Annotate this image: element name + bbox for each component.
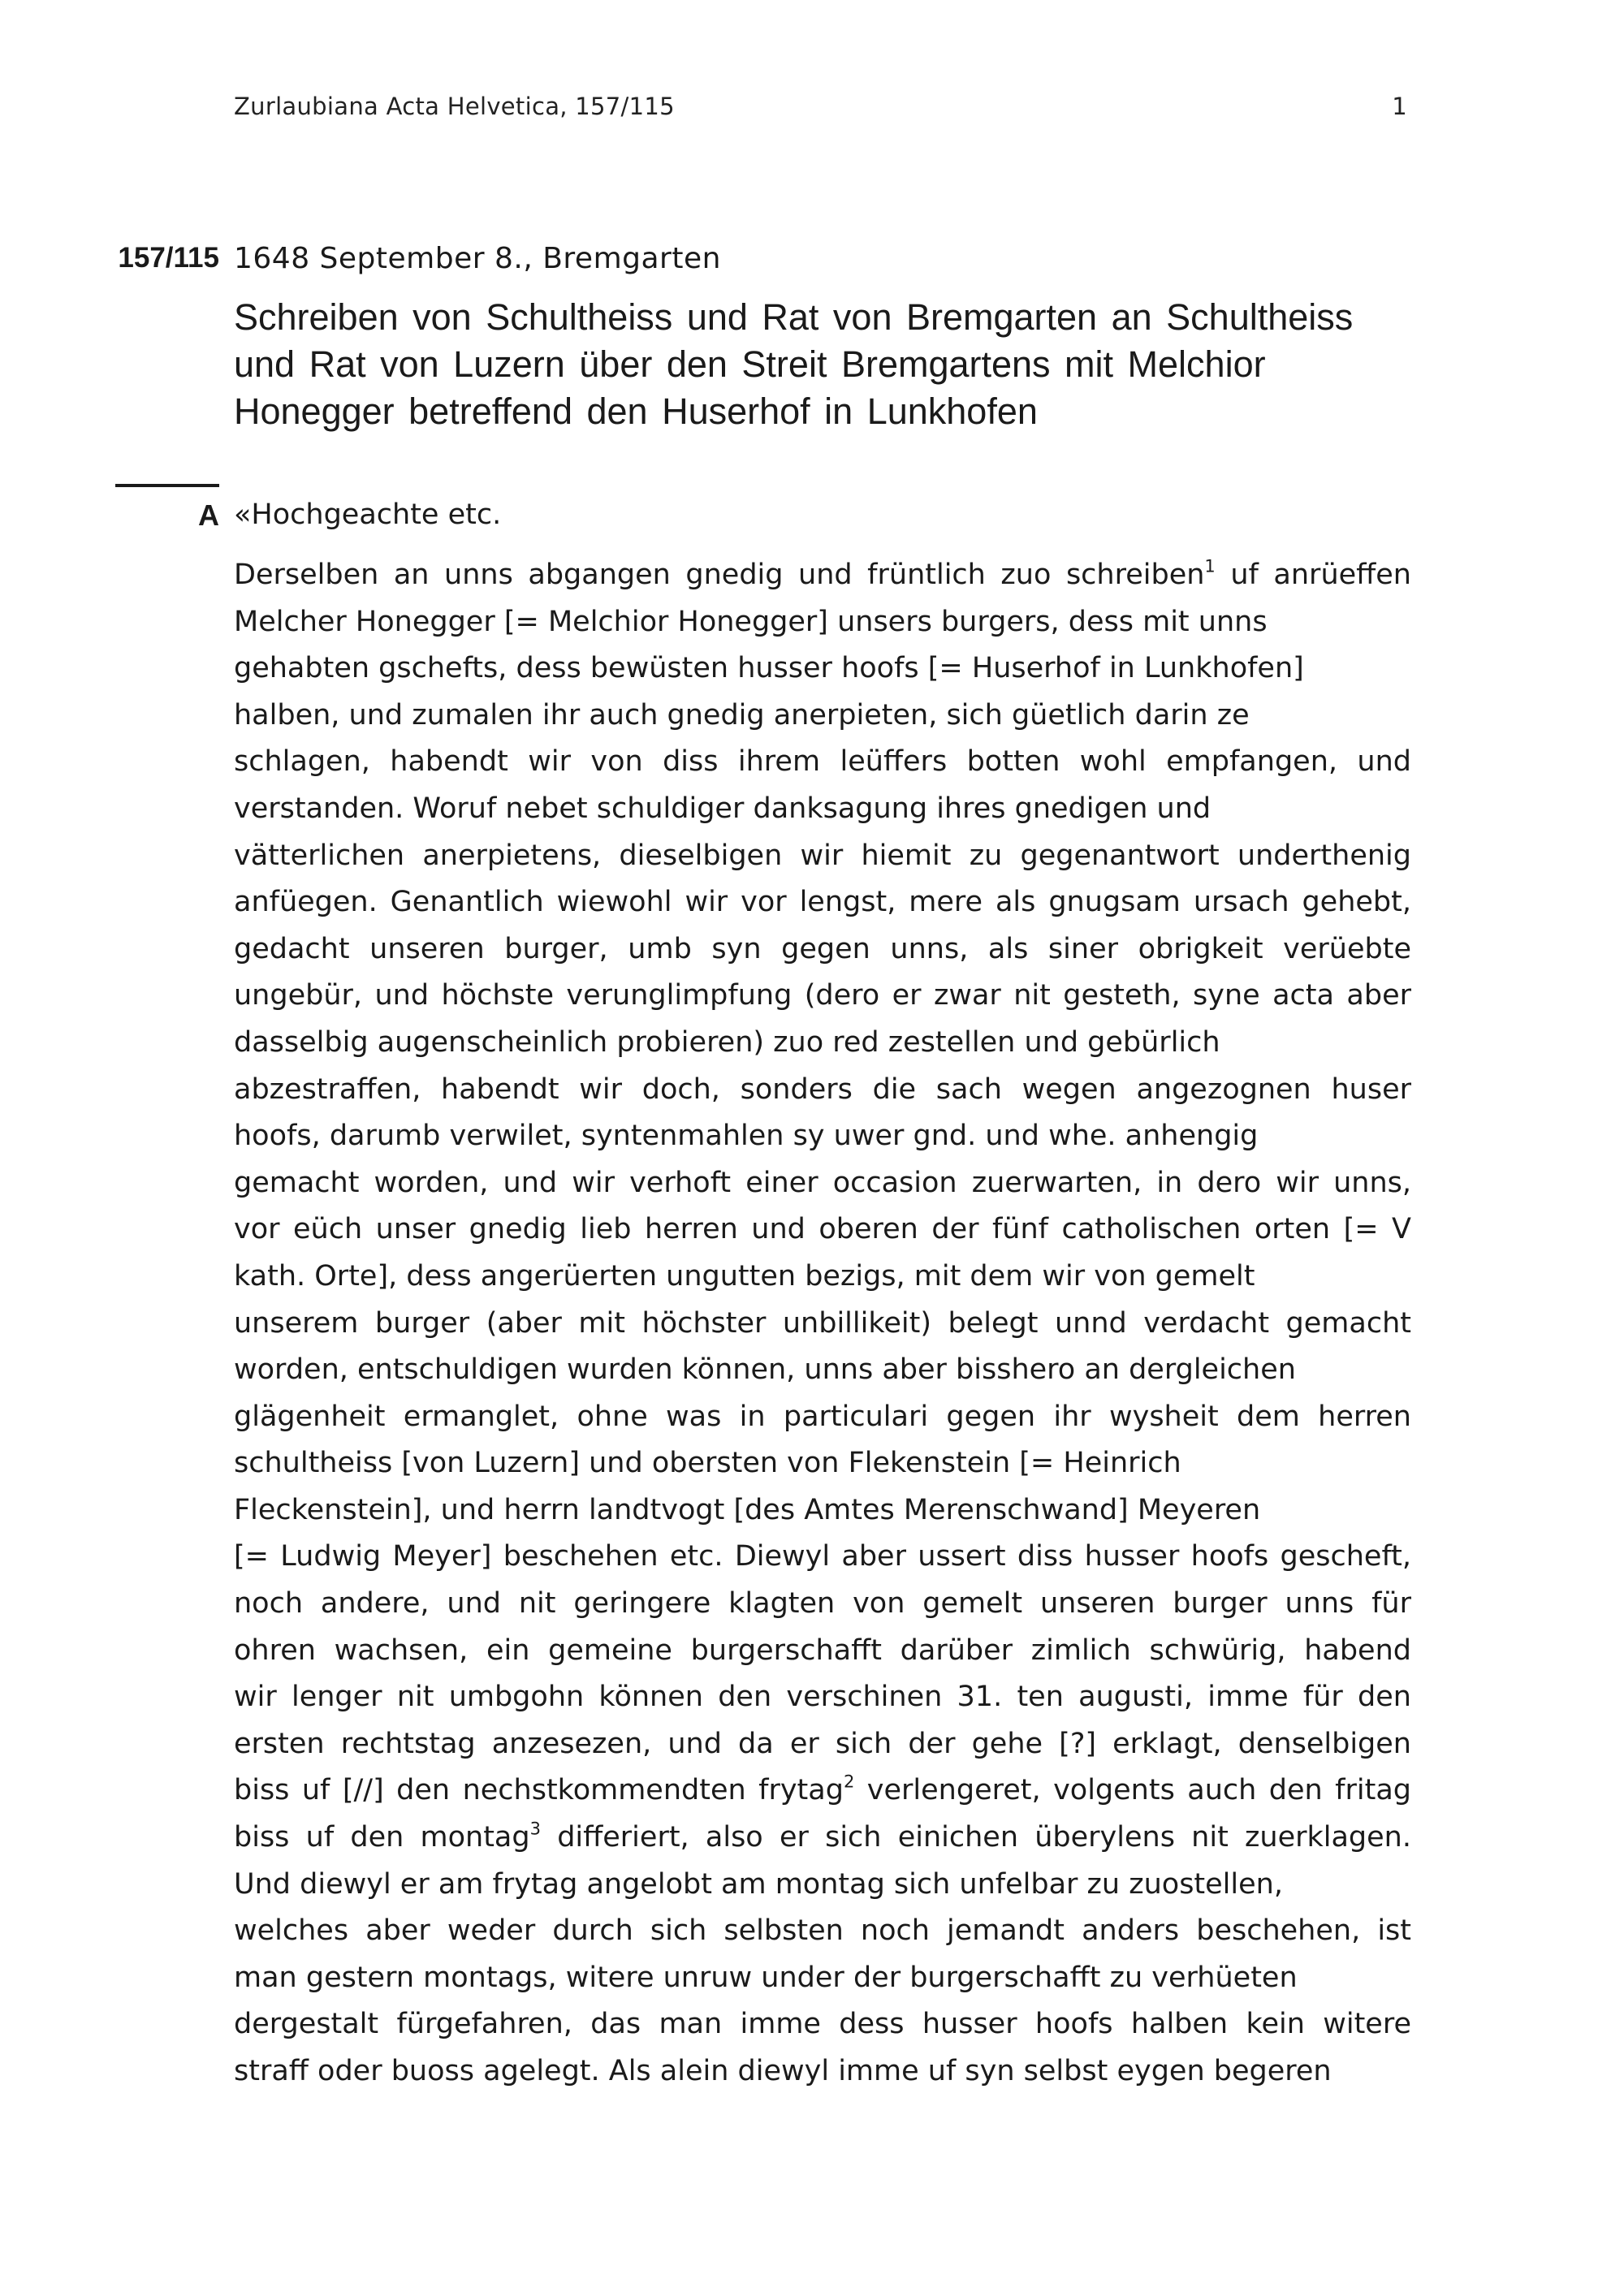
body-line [234,786,1411,833]
running-head [234,93,1407,120]
footnote-marker: 3 [529,1819,541,1839]
body-line [234,1347,1411,1394]
body-text-segment: ungebür, und höchste verunglimpfung (dero er zwar nit gesteth, syne acta aber [234,979,1411,1012]
body-line [234,1160,1411,1207]
body-text-segment: gemacht worden, und wir verhoft einer occasion zuerwarten, in dero wir unns, [234,1166,1411,1199]
letter-body [234,552,1411,2095]
body-line [234,2048,1411,2095]
document-title: Schreiben von Schultheiss und Rat von Bremgarten an Schultheiss und Rat von Luzern über den Streit Bremgartens mit Melchior Honegger betreffend den Huserhof in Lunkhofen [234,296,1354,432]
body-text-segment: dasselbig augenscheinlich probieren) zuo red zestellen und gebürlich [234,1025,1220,1059]
variant-label: A [198,498,219,532]
body-text-segment: vor eüch unser gnedig lieb herren und oberen der fünf catholischen orten [= V [234,1213,1411,1246]
body-line [234,1020,1411,1067]
body-text-segment: [= Ludwig Meyer] beschehen etc. Diewyl aber ussert diss husser hoofs gescheft, [234,1540,1411,1573]
document-number: 157/115 [118,242,219,274]
body-line [234,1254,1411,1301]
body-line [234,1534,1411,1581]
body-text-segment: uf anrüeffen [1215,559,1411,591]
body-line [234,1674,1411,1721]
body-text-segment: biss uf den montag [234,1821,530,1854]
body-line [234,1394,1411,1441]
body-text-segment: anfüegen. Genantlich wiewohl wir vor lengst, mere als gnugsam ursach gehebt, [234,886,1411,919]
body-text-segment: Derselben an unns abgangen gnedig und früntlich zuo schreiben [234,559,1205,591]
body-text-segment: Und diewyl er am frytag angelobt am montag sich unfelbar zu zuostellen, [234,1867,1283,1901]
body-text-segment: ohren wachsen, ein gemeine burgerschafft darüber zimlich schwürig, habend [234,1634,1411,1667]
body-line [234,1721,1411,1768]
body-line [234,2001,1411,2048]
body-line [234,1908,1411,1955]
body-text-segment: hoofs, darumb verwilet, syntenmahlen sy uwer gnd. und whe. anhengig [234,1120,1259,1153]
body-line [234,926,1411,973]
body-line [234,1628,1411,1675]
body-text-segment: welches aber weder durch sich selbsten noch jemandt anders beschehen, ist [234,1914,1411,1948]
body-text-segment: verlengeret, volgents auch den fritag [854,1774,1412,1807]
body-line [234,1487,1411,1534]
document-date-place: 1648 September 8., Bremgarten [234,242,721,275]
body-line [234,1206,1411,1254]
body-text-segment: vätterlichen anerpietens, dieselbigen wir hiemit zu gegenantwort underthenig [234,839,1411,872]
body-line [234,1862,1411,1909]
body-text-segment: wir lenger nit umbgohn können den verschinen 31. ten augusti, imme für den [234,1681,1411,1714]
running-title: Zurlaubiana Acta Helvetica, 157/115 [234,93,675,120]
body-line [234,879,1411,926]
body-text-segment: halben, und zumalen ihr auch gnedig anerpieten, sich güetlich darin ze [234,698,1250,732]
page-number: 1 [1392,93,1407,120]
body-text-segment: differiert, also er sich einichen überylens nit zuerklagen. [540,1821,1411,1854]
body-line [234,1113,1411,1160]
body-line [234,1581,1411,1628]
body-line [234,973,1411,1020]
body-text-segment: ersten rechtstag anzesezen, und da er sich der gehe [?] erklagt, denselbigen [234,1727,1411,1760]
body-line [234,1067,1411,1114]
body-line [234,552,1411,599]
body-text-segment: straff oder buoss agelegt. Als alein diewyl imme uf syn selbst eygen begeren [234,2055,1332,2087]
body-text-segment: unserem burger (aber mit höchster unbillikeit) belegt unnd verdacht gemacht [234,1306,1411,1340]
body-text-segment: kath. Orte], dess angerüerten ungutten bezigs, mit dem wir von gemelt [234,1259,1255,1293]
footnote-marker: 1 [1204,556,1216,576]
footnote-marker: 2 [843,1772,855,1792]
body-line [234,1815,1411,1862]
body-text-segment: dergestalt fürgefahren, das man imme dess husser hoofs halben kein witere [234,2008,1411,2041]
body-line [234,1440,1411,1487]
body-text-segment: man gestern montags, witere unruw under der burgerschafft zu verhüeten [234,1961,1298,1994]
body-text-segment: Fleckenstein], und herrn landtvogt [des Amtes Merenschwand] Meyeren [234,1493,1261,1526]
body-text-segment: gedacht unseren burger, umb syn gegen unns, als siner obrigkeit verüebte [234,932,1411,965]
body-text-segment: glägenheit ermanglet, ohne was in particulari gegen ihr wysheit dem herren [234,1400,1411,1433]
body-text-segment: schultheiss [von Luzern] und obersten von Flekenstein [= Heinrich [234,1447,1181,1480]
body-line [234,1301,1411,1348]
body-line [234,1767,1411,1815]
body-text-segment: Melcher Honegger [= Melchior Honegger] unsers burgers, dess mit unns [234,605,1268,638]
body-line [234,693,1411,740]
body-line [234,1955,1411,2002]
section-rule [115,484,219,487]
body-text-segment: worden, entschuldigen wurden können, unns aber bisshero an dergleichen [234,1353,1296,1387]
body-line [234,739,1411,786]
body-text-segment: abzestraffen, habendt wir doch, sonders die sach wegen angezognen huser [234,1072,1411,1106]
body-text-segment: verstanden. Woruf nebet schuldiger danksagung ihres gnedigen und [234,792,1212,825]
body-line [234,599,1411,646]
body-line [234,833,1411,880]
salutation: «Hochgeachte etc. [234,498,502,531]
body-text-segment: schlagen, habendt wir von diss ihrem leüffers botten wohl empfangen, und [234,745,1411,779]
body-text-segment: noch andere, und nit geringere klagten von gemelt unseren burger unns für [234,1587,1411,1621]
body-line [234,645,1411,693]
body-text-segment: biss uf [//] den nechstkommendten frytag [234,1774,844,1807]
body-text-segment: gehabten gschefts, dess bewüsten husser hoofs [= Huserhof in Lunkhofen] [234,652,1304,685]
